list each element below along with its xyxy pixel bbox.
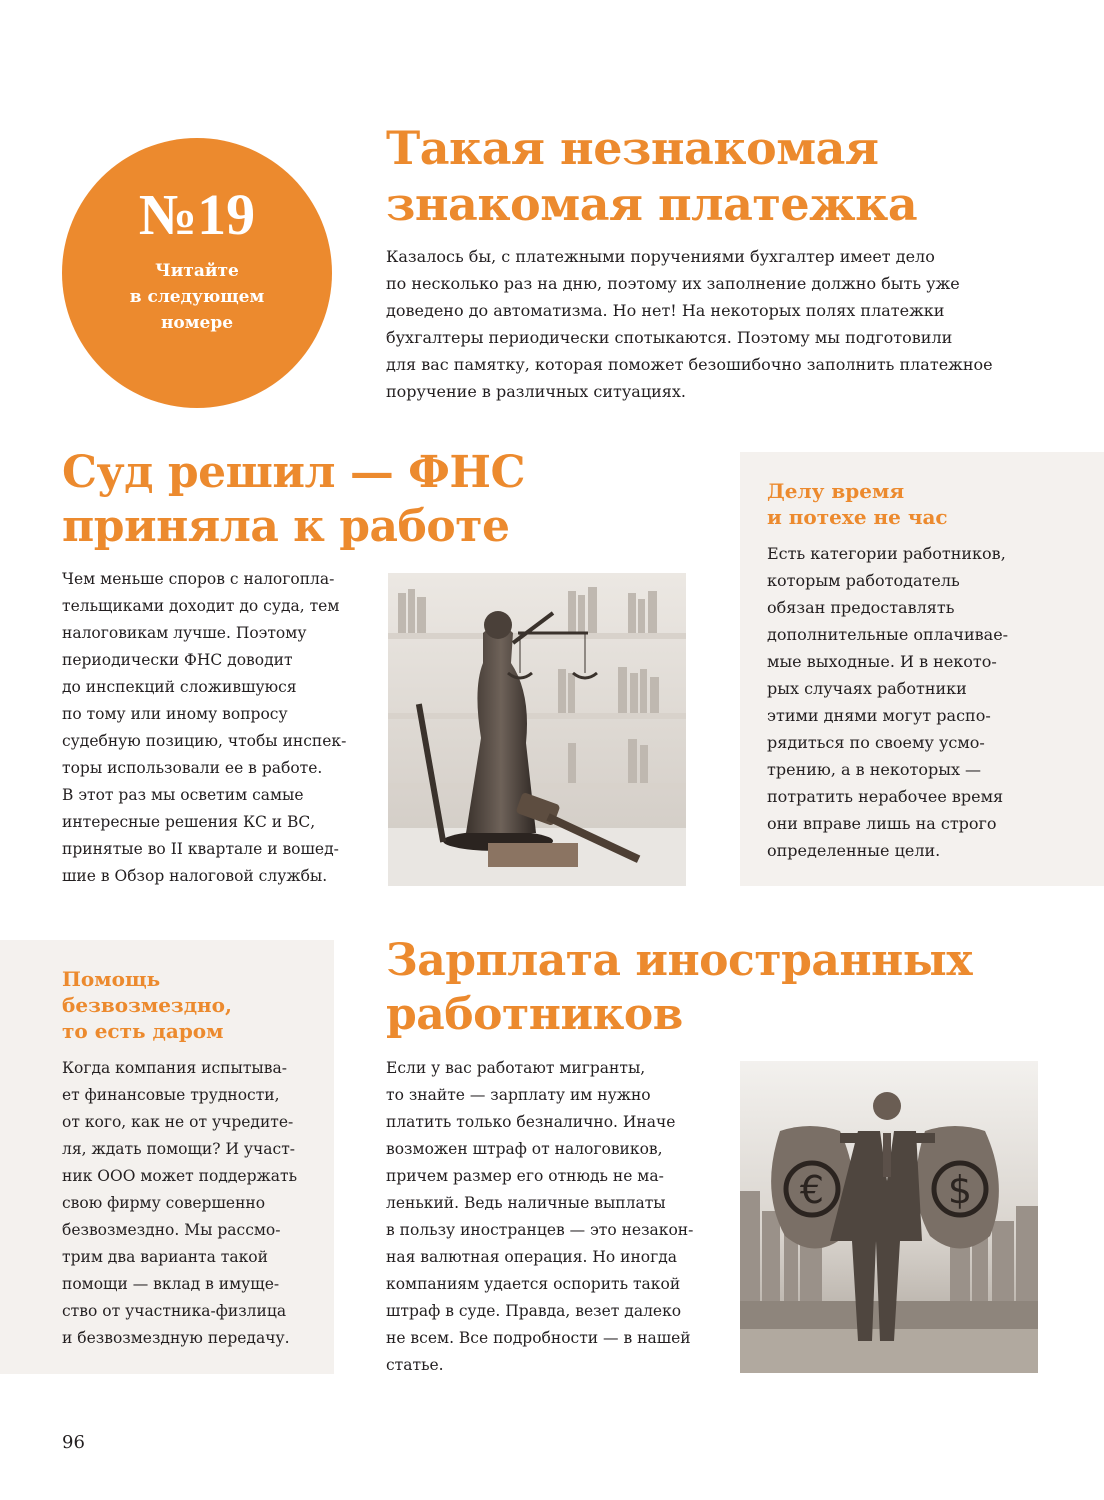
themis-statue-illustration <box>388 573 686 886</box>
article-title-payment-order: Такая незнакомая знакомая платежка <box>386 121 918 231</box>
article-body-court: Чем меньше споров с налогопла- тельщиками доходит до суда, тем налоговикам лучше. Поэтому периодически ФНС доводит до инспекций сложившуюся по тому или иному вопросу судебную позицию, чтобы инспек- торы использовали ее в работе. В этот раз мы осветим самые интересные решения КС и ВС, принятые во II квартале и вошед- шие в Обзор налоговой службы. <box>62 570 347 885</box>
page-number: 96 <box>62 1432 85 1453</box>
issue-number: №19 <box>138 182 256 247</box>
svg-text:€: € <box>799 1168 825 1212</box>
businessman-illustration <box>740 1061 1038 1373</box>
article-title-court: Суд решил — ФНС приняла к работе <box>62 447 526 552</box>
article-body-payment-order: Казалось бы, с платежными поручениями бухгалтер имеет дело по несколько раз на дню, поэтому их заполнение должно быть уже доведено до автоматизма. Но нет! На некоторых полях платежки бухгалтеры периодически спотыкаются. Поэтому мы подготовили для вас памятку, которая поможет безошибочно заполнить платежное поручение в различных ситуациях. <box>386 247 993 401</box>
article-body-days-off: Есть категории работников, которым работодатель обязан предоставлять дополнительные оплачивае- мые выходные. И в некото- рых случаях работники этими днями могут распо- рядиться по своему усмо- трению, а в некоторых — потратить нерабочее время они вправе лишь на строго определенные цели. <box>767 544 1009 860</box>
article-title-free-help: Помощь безвозмездно, то есть даром <box>62 967 232 1043</box>
themis-statue-photo <box>388 573 686 886</box>
next-issue-badge <box>62 138 332 408</box>
article-body-foreign-workers: Если у вас работают мигранты, то знайте — зарплату им нужно платить только безналично. Иначе возможен штраф от налоговиков, причем размер его отнюдь не ма- ленький. Ведь наличные выплаты в пользу иностранцев — это незакон- ная валютная операция. Но иногда компаниям удается оспорить такой штраф в суде. Правда, везет далеко не всем. Все подробности — в нашей статье. <box>386 1059 694 1374</box>
article-title-foreign-workers: Зарплата иностранных работников <box>386 935 973 1040</box>
svg-text:$: $ <box>947 1168 973 1212</box>
article-body-free-help: Когда компания испытыва- ет финансовые трудности, от кого, как не от учредите- ля, ждать помощи? И участ- ник ООО может поддержать свою фирму совершенно безвозмездно. Мы рассмо- трим два варианта такой помощи — вклад в имуще- ство от участника-физлица и безвозмездную передачу. <box>62 1059 298 1347</box>
businessman-money-bags-photo <box>740 1061 1038 1373</box>
article-title-days-off: Делу время и потехе не час <box>767 479 948 529</box>
badge-caption: Читайте в следующем номере <box>129 261 265 333</box>
